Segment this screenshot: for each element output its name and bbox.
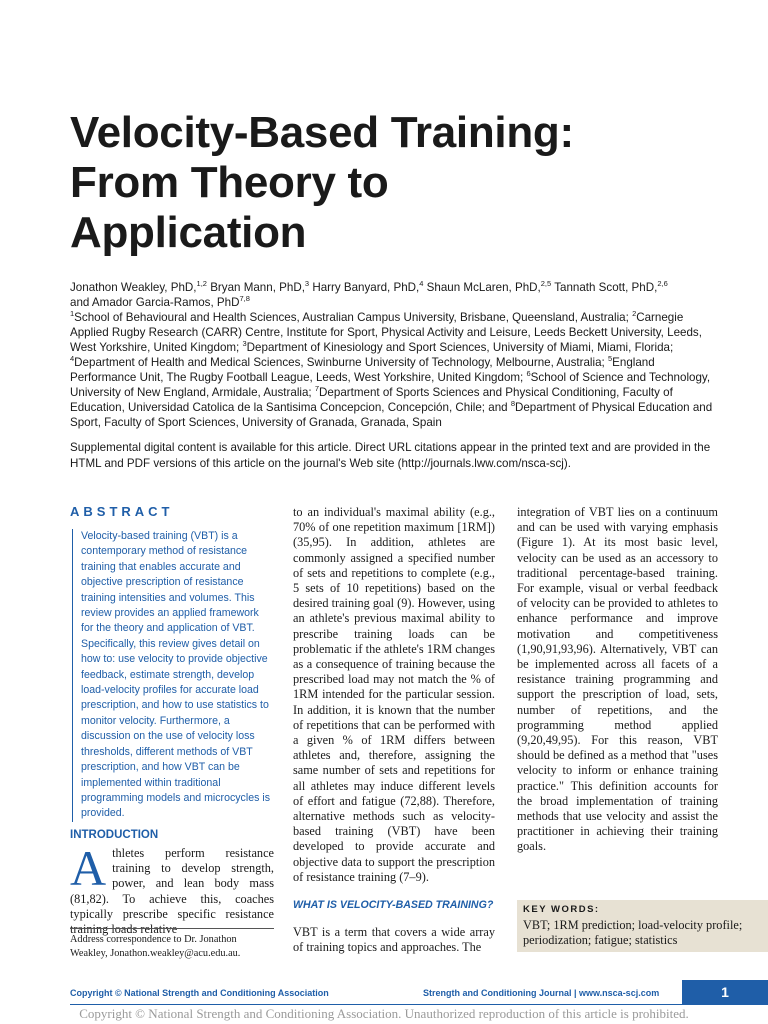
author-list: Jonathon Weakley, PhD,$^{1,2}$ Bryan Mann, PhD,$^3$ Harry Banyard, PhD,$^4$ Shaun McLaren, PhD,$^{2,5}$ Tannath Scott, PhD,$^{2,6}$ and Amador Garcia-Ramos, PhD$^{7,8}$ [70, 279, 668, 309]
page-number: 1 [682, 980, 768, 1005]
introduction-paragraph [70, 840, 274, 937]
supplemental-note: Supplemental digital content is available for this article. Direct URL citations appear in the printed text and are provided in the HTML and PDF versions of this article on the journal's Web site (http://journals.lww.com/nsca-scj). [70, 441, 711, 470]
vbt-section-paragraph: VBT is a term that covers a wide array of training topics and approaches. The [293, 925, 495, 955]
affiliations: $^1$School of Behavioural and Health Sciences, Australian Campus University, Brisbane, Queensland, Australia; $^2$Carnegie Applied Rugby Research (CARR) Centre, Institute for Sport, Physical Activity and Leisure, Leeds Beckett University, Leeds, West Yorkshire, United Kingdom; $^3$Department of Kinesiology and Sport Sciences, University of Miami, Miami, Florida; $^4$Department of Health and Medical Sciences, Swinburne University of Technology, Melbourne, Australia; $^5$England Performance Unit, The Rugby Football League, Leeds, West Yorkshire, United Kingdom; $^6$School of Science and Technology, University of New England, Armidale, Australia; $^7$Department of Sports Sciences and Physical Conditioning, Faculty of Education, Universidad Catolica de la Santisima Concepcion, Concepción, Chile; and $^8$Department of Physical Education and Sport, Faculty of Sport Sciences, University of Granada, Granada, Spain [70, 309, 713, 429]
drop-cap: A [70, 840, 107, 896]
introduction-text: thletes perform resistance training to develop strength, power, and lean body mass (81,82). To achieve this, coaches typically prescribe specific resistance training loads relative [70, 846, 274, 937]
title-line: Application [70, 208, 307, 257]
copyright-watermark: Copyright © National Strength and Conditioning Association. Unauthorized reproduction of this article is prohibited. [79, 1006, 689, 1021]
footer-divider [70, 1004, 768, 1005]
author-block [70, 280, 720, 430]
article-title [70, 108, 750, 258]
abstract-heading: ABSTRACT [70, 504, 174, 519]
vbt-section-heading: WHAT IS VELOCITY-BASED TRAINING? [293, 899, 494, 911]
body-column-2: to an individual's maximal ability (e.g., 70% of one repetition maximum [1RM]) (35,95). In addition, athletes are commonly assigned a specified number of sets and repetitions to complete (e.g., 5 sets of 10 repetitions) based on the desired training goal (9). However, using an athlete's previous maximal ability to prescribe training loads can be problematic if the athlete's 1RM changes as a consequence of training because the prescribed load may not match the % of 1RM intended for the particular session. In addition, it is known that the number of repetitions that can be performed with a given % of 1RM differs between athletes and, therefore, assigning the same number of sets and repetitions for all athletes may induce different levels of effort and fatigue (72,88). Therefore, alternative methods such as velocity-based training (VBT) have been developed to provide accurate and objective data to support the prescription of resistance training (7–9). [293, 505, 496, 884]
abstract-section [70, 504, 274, 822]
title-line: Velocity-Based Training: [70, 108, 574, 157]
keywords-box [517, 900, 768, 952]
correspondence-note: Address correspondence to Dr. Jonathon Weakley, Jonathon.weakley@acu.edu.au. [70, 928, 274, 961]
introduction-heading: INTRODUCTION [70, 829, 159, 841]
footer-copyright: Copyright © National Strength and Conditioning Association [70, 988, 329, 998]
body-column-3: integration of VBT lies on a continuum and can be used with varying emphasis (Figure 1). At its most basic level, velocity can be used as an accessory to traditional percentage-based training. For example, visual or verbal feedback of velocity can be provided to athletes to enhance performance and improve motivation and competitiveness (1,90,91,93,96). Alternatively, VBT can be implemented across all facets of a resistance training programming and support the prescription of load, sets, number of repetitions, and the programming method applied (9,20,49,95). For this reason, VBT should be defined as a method that "uses velocity to inform or enhance training practice." This definition accounts for the broad implementation of training methods that use velocity and assist the practitioner in achieving their training goals. [517, 505, 718, 854]
abstract-body: Velocity-based training (VBT) is a contemporary method of resistance training that enables accurate and objective prescription of resistance training intensities and volumes. This review provides an applied framework for the theory and application of VBT. Specifically, this review gives detail on how to: use velocity to provide objective feedback, estimate strength, develop load-velocity profiles for accurate load prescription, and how to use statistics to monitor velocity. Furthermore, a discussion on the use of velocity loss thresholds, different methods of VBT prescription, and how VBT can be implemented within traditional programming models and microcycles is provided. [72, 529, 274, 822]
keywords-label: KEY WORDS: [523, 904, 600, 915]
keywords-text: VBT; 1RM prediction; load-velocity profile; periodization; fatigue; statistics [523, 918, 743, 947]
title-line: From Theory to [70, 158, 389, 207]
footer-journal: Strength and Conditioning Journal | www.nsca-scj.com [423, 988, 660, 998]
